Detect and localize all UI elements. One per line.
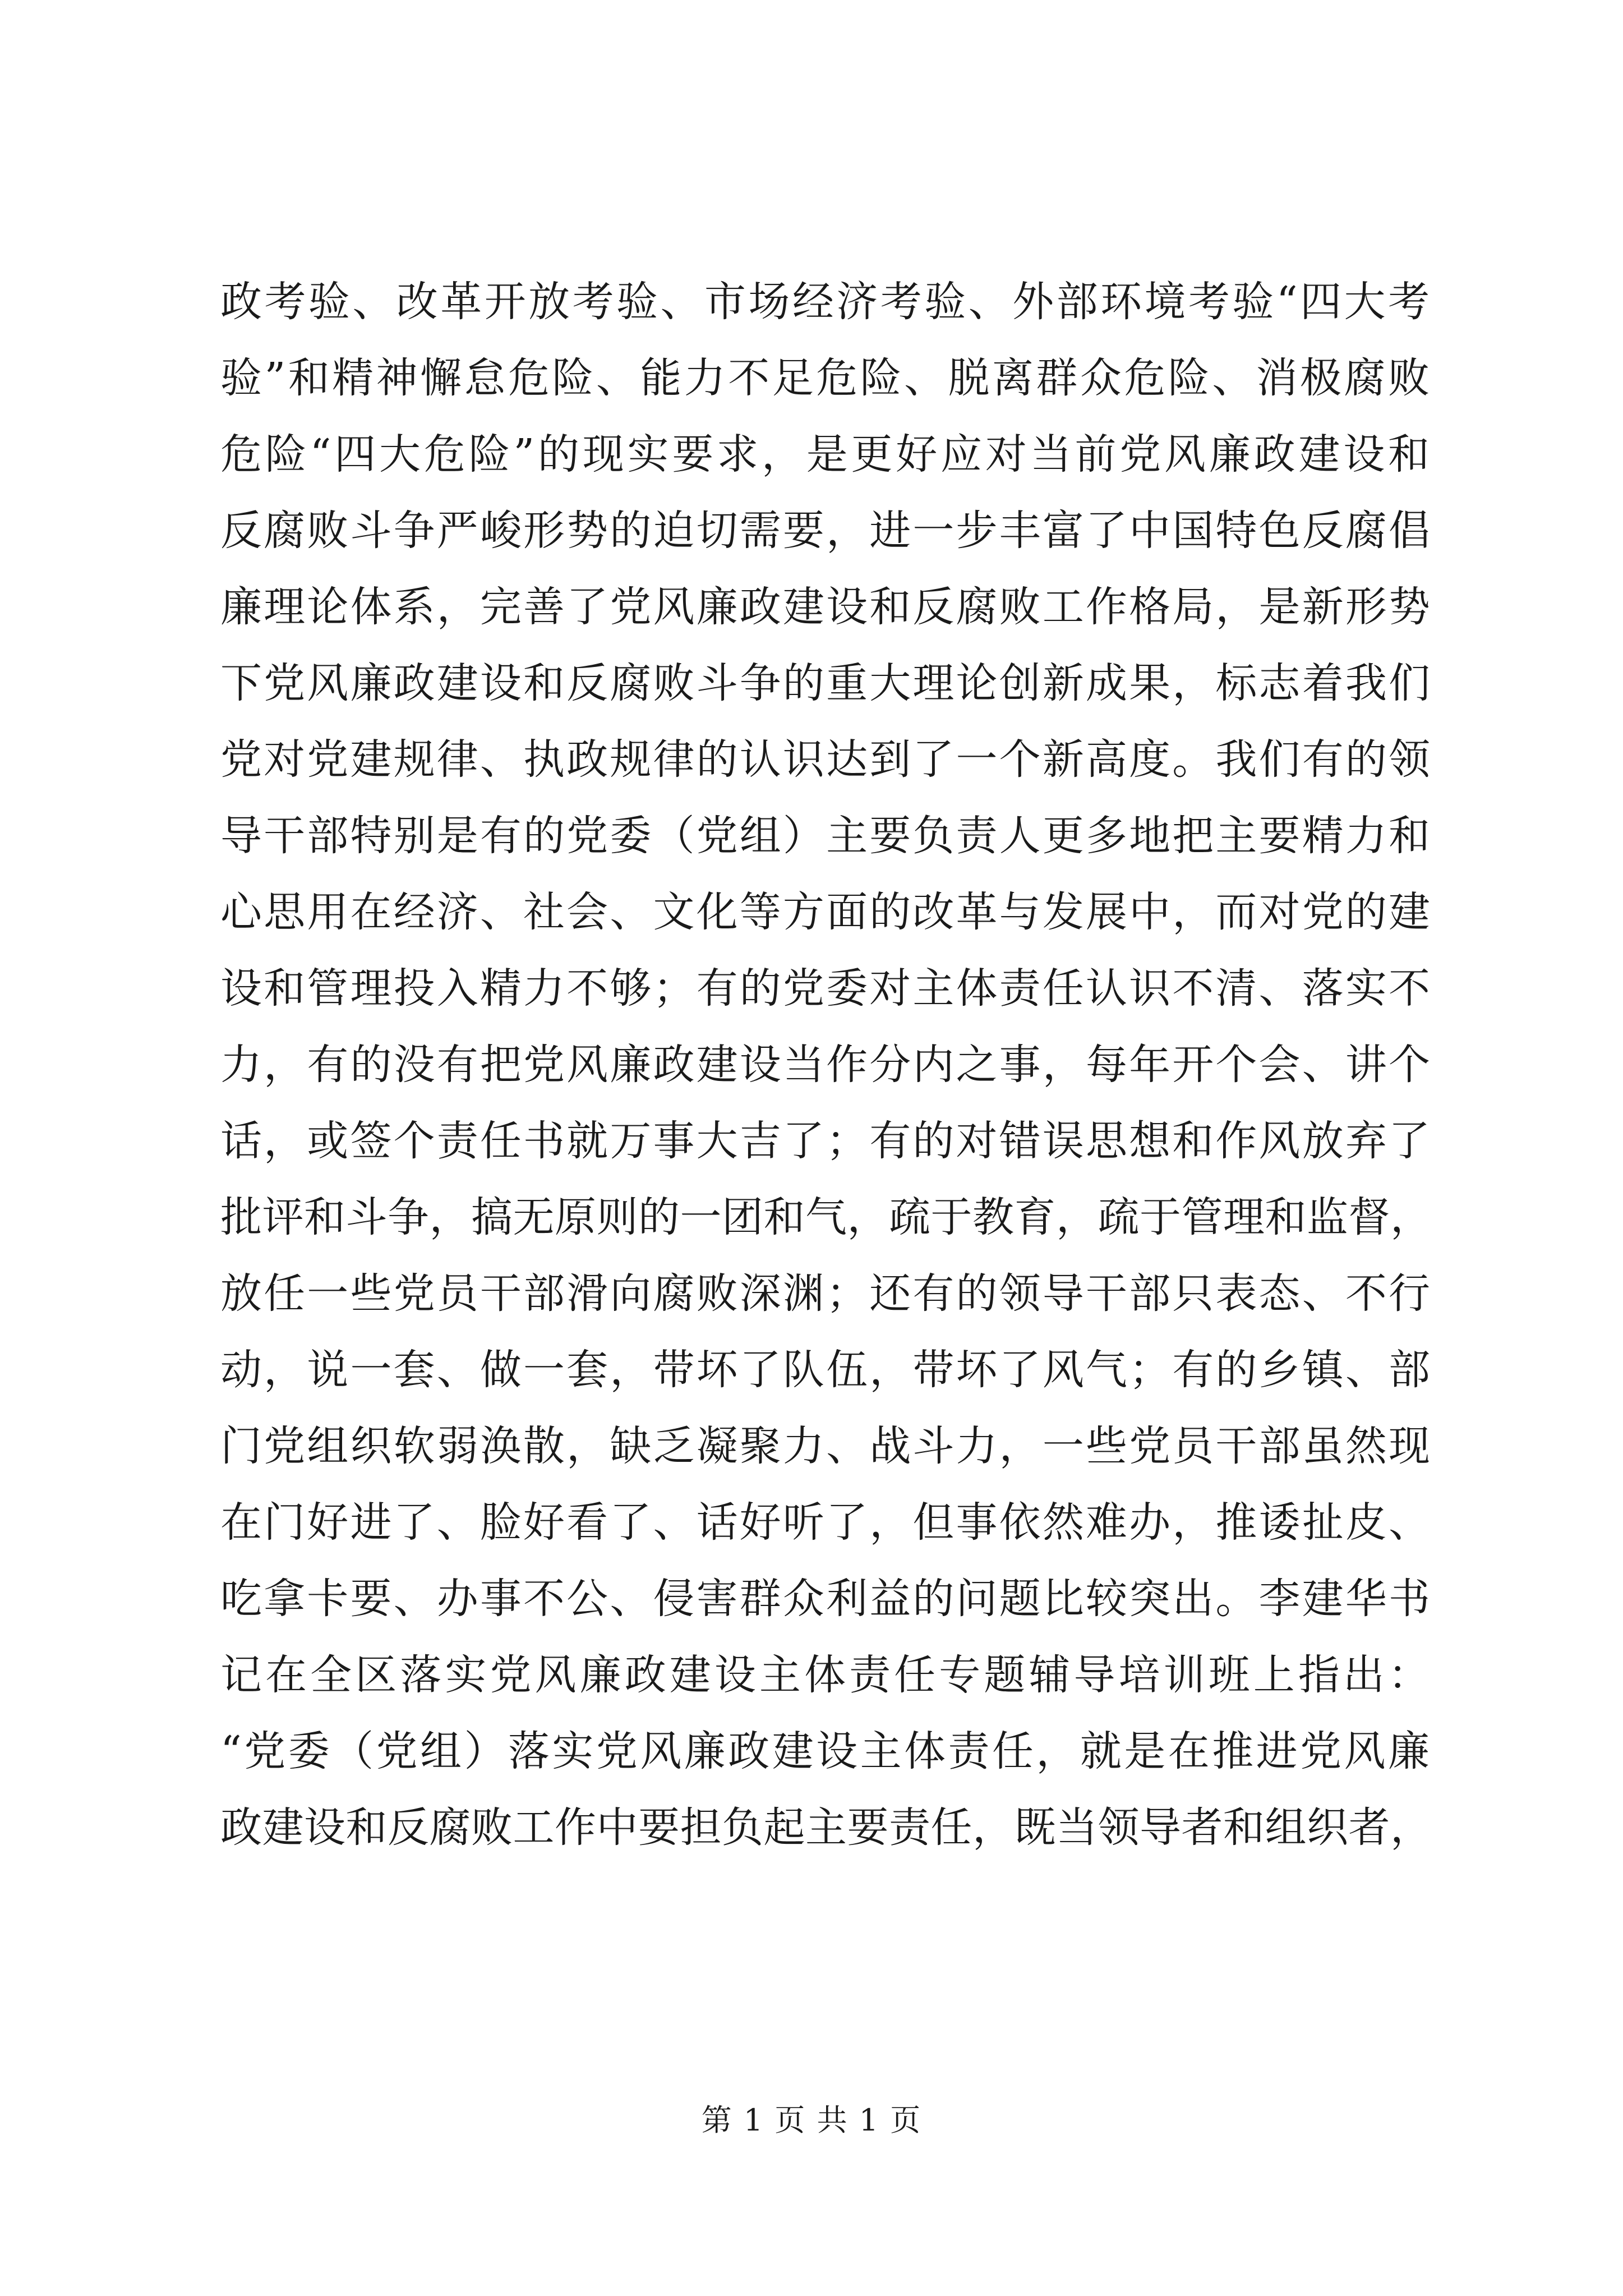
text-line: 党对党建规律、执政规律的认识达到了一个新高度。我们有的领 [220,735,1432,784]
text-line: 放任一些党员干部滑向腐败深渊；还有的领导干部只表态、不行 [220,1269,1432,1318]
text-line: 心思用在经济、社会、文化等方面的改革与发展中，而对党的建 [220,888,1432,936]
text-line: 动，说一套、做一套，带坏了队伍，带坏了风气；有的乡镇、部 [220,1346,1432,1394]
page-footer [0,2101,1623,2140]
text-line: 反腐败斗争严峻形势的迫切需要，进一步丰富了中国特色反腐倡 [220,507,1432,555]
text-line: 门党组织软弱涣散，缺乏凝聚力、战斗力，一些党员干部虽然现 [220,1422,1432,1470]
text-line: 政考验、改革开放考验、市场经济考验、外部环境考验“四大考 [220,278,1432,326]
text-line: 设和管理投入精力不够；有的党委对主体责任认识不清、落实不 [220,964,1432,1013]
text-line: 危险“四大危险”的现实要求，是更好应对当前党风廉政建设和 [220,430,1432,478]
text-line: “党委（党组）落实党风廉政建设主体责任，就是在推进党风廉 [220,1727,1432,1775]
text-line: 记在全区落实党风廉政建设主体责任专题辅导培训班上指出： [220,1651,1432,1699]
text-line: 吃拿卡要、办事不公、侵害群众利益的问题比较突出。李建华书 [220,1575,1432,1623]
text-line: 在门好进了、脸好看了、话好听了，但事依然难办，推诿扯皮、 [220,1498,1432,1547]
text-line: 廉理论体系，完善了党风廉政建设和反腐败工作格局，是新形势 [220,583,1432,631]
text-line: 政建设和反腐败工作中要担负起主要责任，既当领导者和组织者， [220,1803,1432,1852]
text-line: 话，或签个责任书就万事大吉了；有的对错误思想和作风放弃了 [220,1117,1432,1165]
text-line: 验”和精神懈怠危险、能力不足危险、脱离群众危险、消极腐败 [220,354,1432,402]
body-text [220,264,1432,1866]
text-line: 下党风廉政建设和反腐败斗争的重大理论创新成果，标志着我们 [220,659,1432,707]
text-line: 批评和斗争，搞无原则的一团和气，疏于教育，疏于管理和监督， [220,1193,1432,1241]
text-line: 力，有的没有把党风廉政建设当作分内之事，每年开个会、讲个 [220,1041,1432,1089]
page-number-label: 第 1 页 共 1 页 [701,2102,922,2138]
text-line: 导干部特别是有的党委（党组）主要负责人更多地把主要精力和 [220,812,1432,860]
